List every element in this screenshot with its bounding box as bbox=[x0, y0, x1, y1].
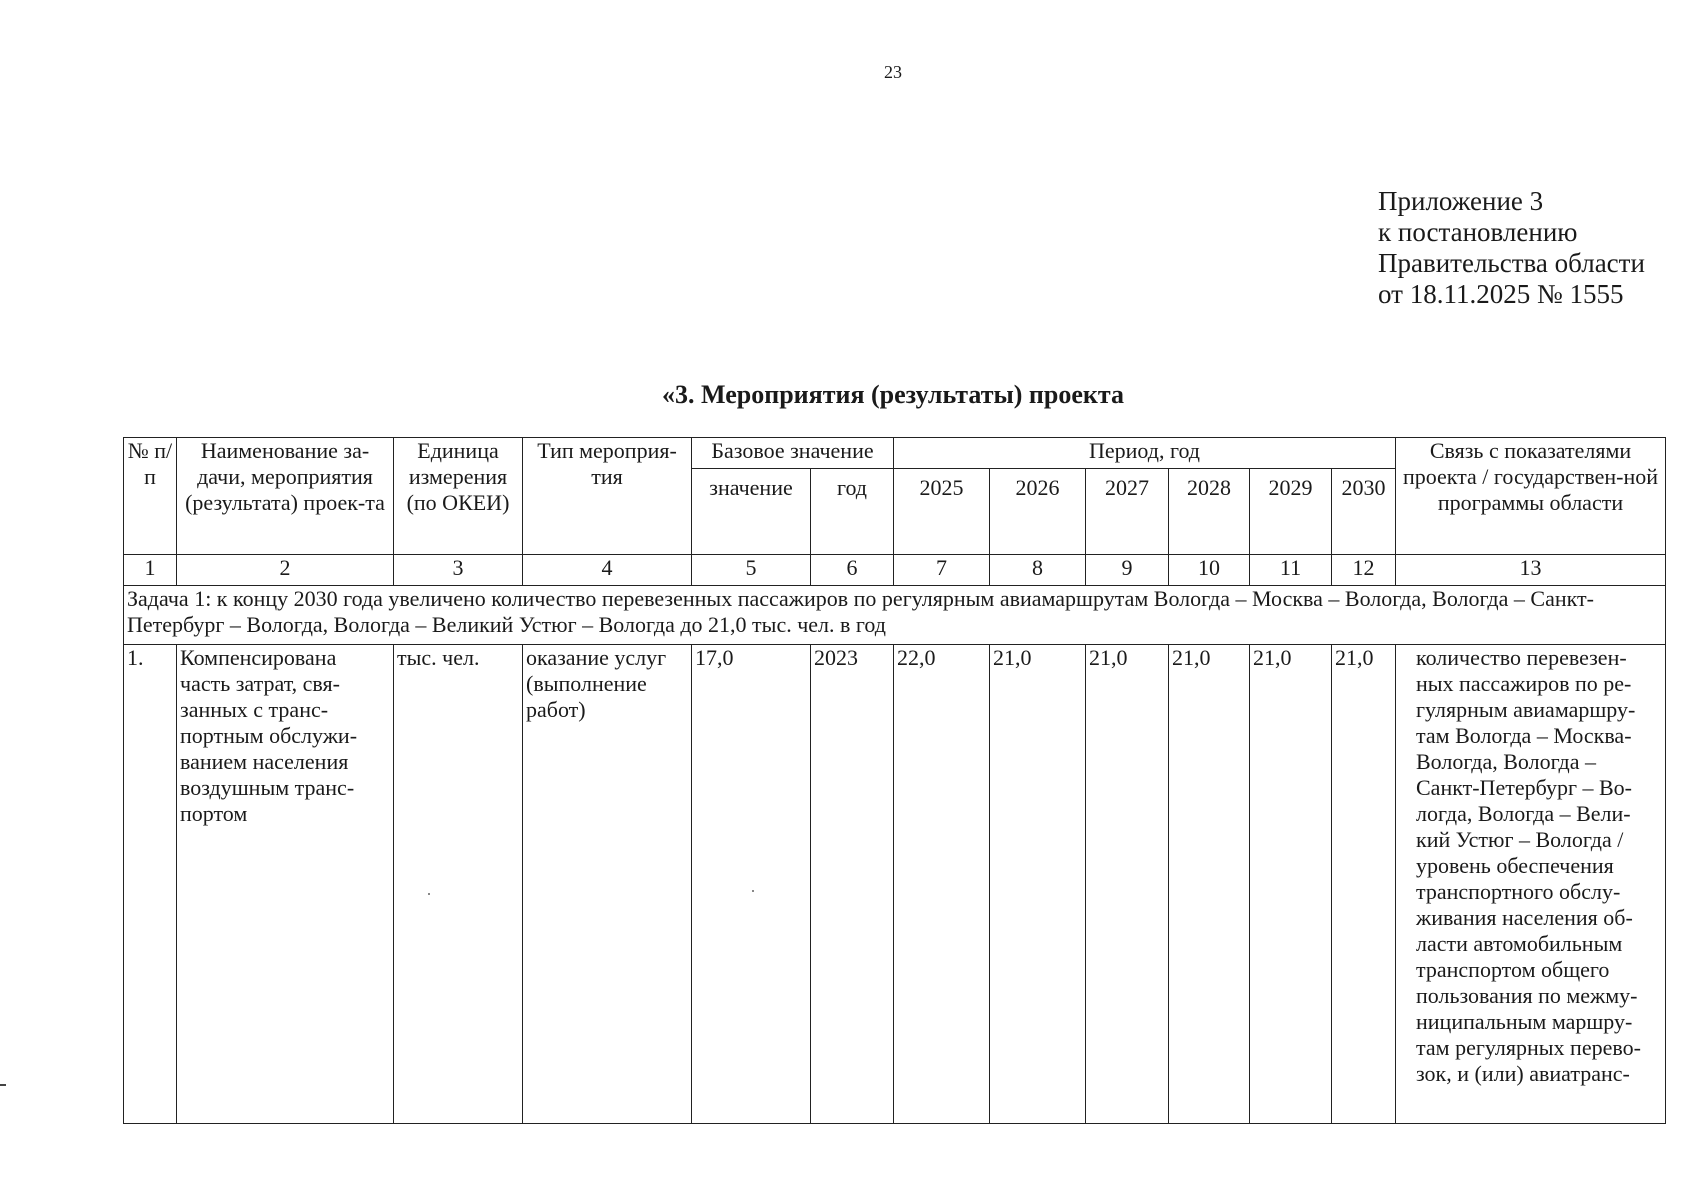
header-year-2027: 2027 bbox=[1086, 469, 1169, 555]
activities-table bbox=[123, 437, 1666, 1124]
row-base-year: 2023 bbox=[811, 645, 894, 1124]
row-value-2025: 22,0 bbox=[894, 645, 990, 1124]
row-value-2028: 21,0 bbox=[1169, 645, 1250, 1124]
column-number: 7 bbox=[894, 555, 990, 586]
header-period: Период, год bbox=[894, 438, 1396, 469]
header-base: Базовое значение bbox=[692, 438, 894, 469]
appendix-block bbox=[1378, 186, 1645, 310]
header-name: Наименование за-дачи, мероприятия (результата) проек-та bbox=[177, 438, 394, 555]
row-base-value: 17,0 bbox=[692, 645, 811, 1124]
column-number: 2 bbox=[177, 555, 394, 586]
header-year-2025: 2025 bbox=[894, 469, 990, 555]
column-number-row bbox=[124, 555, 1666, 586]
row-value-2027: 21,0 bbox=[1086, 645, 1169, 1124]
header-year-2026: 2026 bbox=[990, 469, 1086, 555]
column-number: 11 bbox=[1250, 555, 1332, 586]
row-num: 1. bbox=[124, 645, 177, 1124]
column-number: 8 bbox=[990, 555, 1086, 586]
header-type: Тип мероприя-тия bbox=[523, 438, 692, 555]
row-value-2026: 21,0 bbox=[990, 645, 1086, 1124]
header-year-2030: 2030 bbox=[1332, 469, 1396, 555]
column-number: 10 bbox=[1169, 555, 1250, 586]
row-value-2030: 21,0 bbox=[1332, 645, 1396, 1124]
header-base-value: значение bbox=[692, 469, 811, 555]
row-type: оказание услуг (выполнение работ) bbox=[523, 645, 692, 1124]
column-number: 13 bbox=[1396, 555, 1666, 586]
header-unit: Единица измерения (по ОКЕИ) bbox=[394, 438, 523, 555]
column-number: 12 bbox=[1332, 555, 1396, 586]
row-name: Компенсирована часть затрат, свя-занных с транс-портным обслужи-ванием населения воздушным транс-портом bbox=[177, 645, 394, 1124]
page-number: 23 bbox=[884, 62, 902, 82]
scan-dot bbox=[428, 893, 430, 895]
row-value-2029: 21,0 bbox=[1250, 645, 1332, 1124]
scan-edge-mark bbox=[0, 1084, 6, 1086]
column-number: 6 bbox=[811, 555, 894, 586]
column-number: 9 bbox=[1086, 555, 1169, 586]
appendix-line: к постановлению bbox=[1378, 217, 1578, 247]
appendix-line: от 18.11.2025 № 1555 bbox=[1378, 279, 1624, 309]
header-year-2029: 2029 bbox=[1250, 469, 1332, 555]
header-year-2028: 2028 bbox=[1169, 469, 1250, 555]
column-number: 4 bbox=[523, 555, 692, 586]
column-number: 3 bbox=[394, 555, 523, 586]
header-relation: Связь с показателями проекта / государствен-ной программы области bbox=[1396, 438, 1666, 555]
task-text: Задача 1: к концу 2030 года увеличено количество перевезенных пассажиров по регулярным авиамаршрутам Вологда – Москва – Вологда, Вологда – Санкт-Петербург – Вологда, Вологда – Великий Устюг – Вологда до 21,0 тыс. чел. в год bbox=[124, 586, 1666, 645]
row-relation: количество перевезен-ных пассажиров по ре-гулярным авиамаршру-там Вологда – Москва-Вологда, Вологда – Санкт-Петербург – Во-логда, Вологда – Вели-кий Устюг – Вологда / уровень обеспечения транспортного обслу-живания населения об-ласти автомобильным транспортом общего пользования по межму-ниципальным маршру-там регулярных перево-зок, и (или) авиатранс- bbox=[1396, 645, 1666, 1124]
column-number: 1 bbox=[124, 555, 177, 586]
appendix-line: Правительства области bbox=[1378, 248, 1645, 278]
section-title: «3. Мероприятия (результаты) проекта bbox=[662, 380, 1124, 409]
header-base-year: год bbox=[811, 469, 894, 555]
header-num: № п/п bbox=[124, 438, 177, 555]
task-row bbox=[124, 586, 1666, 645]
column-number: 5 bbox=[692, 555, 811, 586]
row-unit: тыс. чел. bbox=[394, 645, 523, 1124]
scan-dot bbox=[752, 890, 754, 892]
table-row bbox=[124, 645, 1666, 1124]
appendix-line: Приложение 3 bbox=[1378, 186, 1544, 216]
